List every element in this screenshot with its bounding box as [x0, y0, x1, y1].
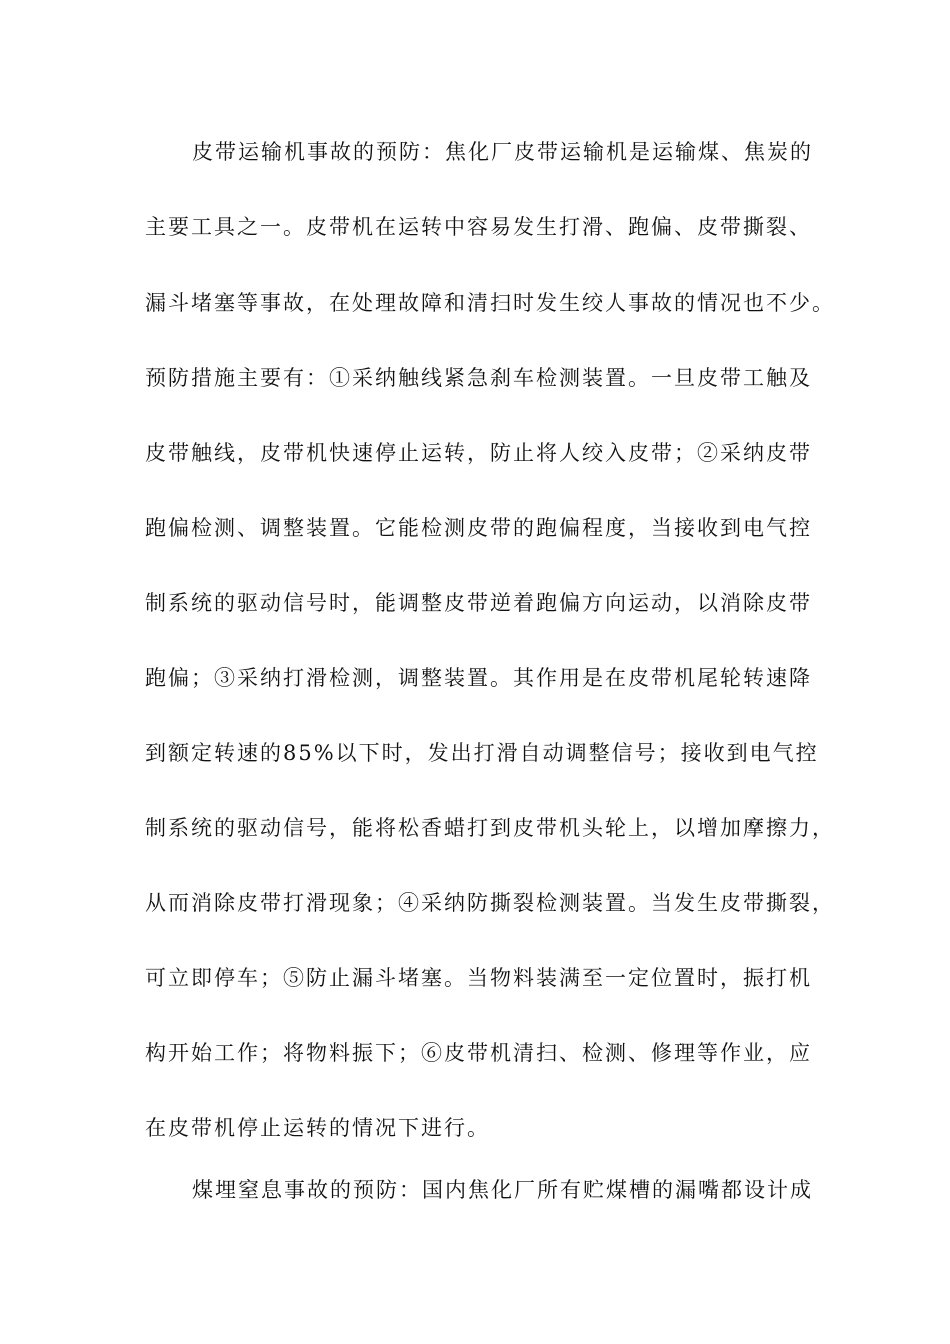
paragraph-1-line-8: 跑偏；③采纳打滑检测，调整装置。其作用是在皮带机尾轮转速降 — [145, 666, 812, 690]
paragraph-1-line-1: 皮带运输机事故的预防：焦化厂皮带运输机是运输煤、焦炭的 — [192, 140, 813, 164]
paragraph-1-line-3: 漏斗堵塞等事故，在处理故障和清扫时发生绞人事故的情况也不少。 — [145, 291, 835, 315]
paragraph-1-line-12: 可立即停车；⑤防止漏斗堵塞。当物料装满至一定位置时，振打机 — [145, 966, 812, 990]
paragraph-2-line-1: 煤埋窒息事故的预防：国内焦化厂所有贮煤槽的漏嘴都设计成 — [192, 1178, 813, 1202]
paragraph-1-line-11: 从而消除皮带打滑现象；④采纳防撕裂检测装置。当发生皮带撕裂， — [145, 891, 835, 915]
paragraph-1-line-13: 构开始工作；将物料振下；⑥皮带机清扫、检测、修理等作业，应 — [145, 1041, 812, 1065]
paragraph-1-line-6: 跑偏检测、调整装置。它能检测皮带的跑偏程度，当接收到电气控 — [145, 516, 812, 540]
paragraph-1-line-14: 在皮带机停止运转的情况下进行。 — [145, 1116, 490, 1140]
paragraph-1-line-9: 到额定转速的85%以下时，发出打滑自动调整信号；接收到电气控 — [145, 741, 819, 765]
paragraph-1-line-10: 制系统的驱动信号，能将松香蜡打到皮带机头轮上，以增加摩擦力， — [145, 816, 835, 840]
paragraph-1-line-5: 皮带触线，皮带机快速停止运转，防止将人绞入皮带；②采纳皮带 — [145, 441, 812, 465]
paragraph-1-line-2: 主要工具之一。皮带机在运转中容易发生打滑、跑偏、皮带撕裂、 — [145, 215, 812, 239]
paragraph-1-line-7: 制系统的驱动信号时，能调整皮带逆着跑偏方向运动，以消除皮带 — [145, 591, 812, 615]
paragraph-1-line-4: 预防措施主要有：①采纳触线紧急刹车检测装置。一旦皮带工触及 — [145, 366, 812, 390]
